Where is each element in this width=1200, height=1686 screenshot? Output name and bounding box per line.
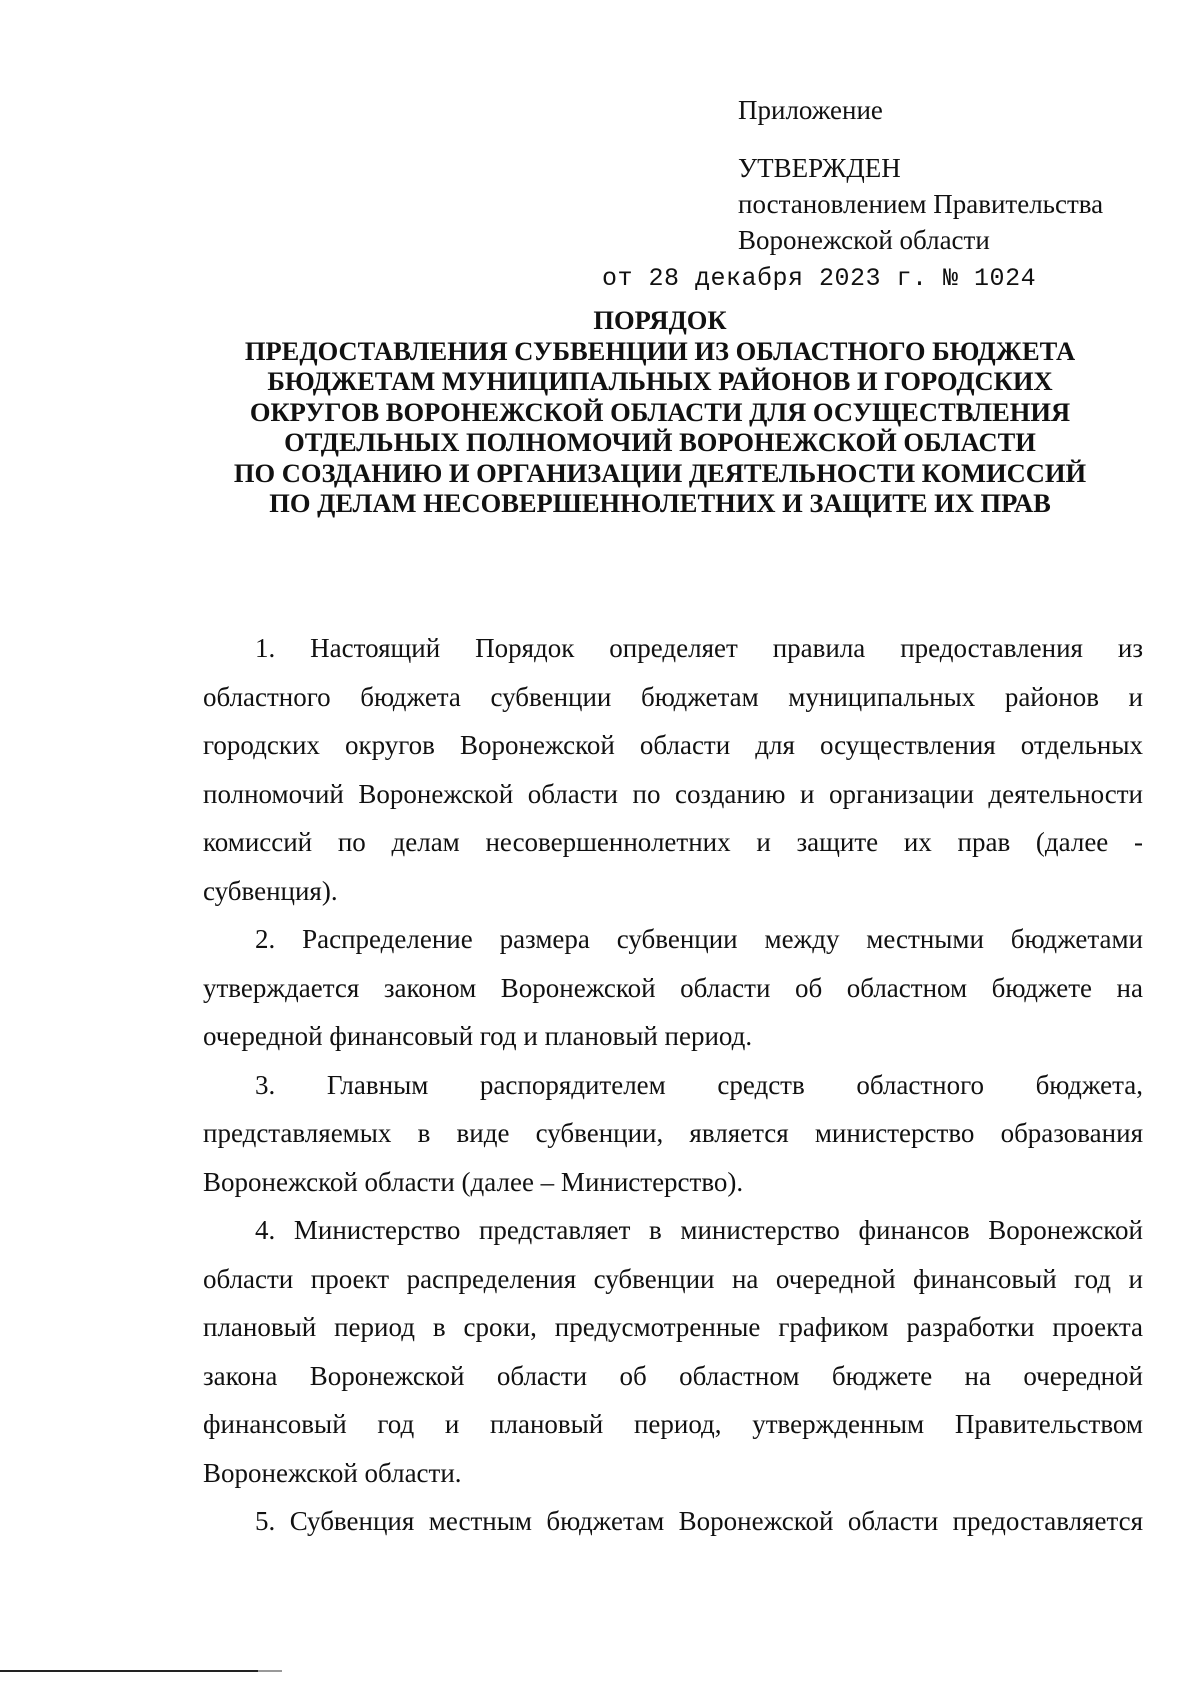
text-line: полномочий Воронежской области по созданию и организации деятельности <box>203 778 1143 809</box>
document-title <box>190 305 1130 519</box>
document-body <box>203 624 1143 1546</box>
text-line: комиссий по делам несовершеннолетних и защите их прав (далее - <box>203 827 1143 857</box>
text-line: финансовый год и плановый период, утвержденным Правительством <box>203 1409 1143 1439</box>
text-line: городских округов Воронежской области для осуществления отдельных <box>203 730 1143 760</box>
paragraph-4 <box>203 1206 1143 1497</box>
approved-by-line-1: постановлением Правительства <box>738 189 1104 219</box>
footer-rule-tail <box>258 1670 282 1672</box>
text-line: 2. Распределение размера субвенции между местными бюджетами <box>255 924 1143 954</box>
text-line: Воронежской области. <box>203 1457 462 1488</box>
title-line: ПРЕДОСТАВЛЕНИЯ СУБВЕНЦИИ ИЗ ОБЛАСТНОГО БЮДЖЕТА <box>244 335 1076 366</box>
approved-by-line-2: Воронежской области <box>738 225 990 255</box>
paragraph-3 <box>203 1061 1143 1207</box>
paragraph-5 <box>203 1497 1143 1546</box>
text-line: 1. Настоящий Порядок определяет правила предоставления из <box>255 633 1143 663</box>
text-line: утверждается законом Воронежской области об областном бюджете на <box>203 972 1143 1003</box>
text-line: субвенция). <box>203 875 338 906</box>
paragraph-2 <box>203 915 1143 1061</box>
text-line: 3. Главным распорядителем средств областного бюджета, <box>255 1069 1143 1100</box>
approved-label: УТВЕРЖДЕН <box>738 153 901 183</box>
text-line: 4. Министерство представляет в министерство финансов Воронежской <box>255 1215 1143 1245</box>
appendix-label: Приложение <box>738 95 883 125</box>
title-line: ПО СОЗДАНИЮ И ОРГАНИЗАЦИИ ДЕЯТЕЛЬНОСТИ КОМИССИЙ <box>233 457 1087 488</box>
text-line: закона Воронежской области об областном бюджете на очередной <box>203 1360 1143 1391</box>
text-line: представляемых в виде субвенции, является министерство образования <box>203 1118 1143 1148</box>
title-line: ПО ДЕЛАМ НЕСОВЕРШЕННОЛЕТНИХ И ЗАЩИТЕ ИХ ПРАВ <box>269 488 1051 518</box>
footer-rule <box>0 1670 258 1672</box>
text-line: 5. Субвенция местным бюджетам Воронежской области предоставляется <box>255 1506 1143 1536</box>
text-line: плановый период в сроки, предусмотренные графиком разработки проекта <box>203 1312 1143 1342</box>
decree-date: от 28 декабря 2023 г. № 1024 <box>602 264 1037 293</box>
paragraph-1 <box>203 624 1143 915</box>
text-line: областного бюджета субвенции бюджетам муниципальных районов и <box>203 681 1143 712</box>
text-line: Воронежской области (далее – Министерство). <box>203 1166 744 1197</box>
title-line: ПОРЯДОК <box>593 305 727 335</box>
approval-block <box>738 92 1158 258</box>
title-line: ОКРУГОВ ВОРОНЕЖСКОЙ ОБЛАСТИ ДЛЯ ОСУЩЕСТВЛЕНИЯ <box>249 396 1071 427</box>
title-line: ОТДЕЛЬНЫХ ПОЛНОМОЧИЙ ВОРОНЕЖСКОЙ ОБЛАСТИ <box>284 427 1036 457</box>
text-line: области проект распределения субвенции на очередной финансовый год и <box>203 1263 1143 1294</box>
title-line: БЮДЖЕТАМ МУНИЦИПАЛЬНЫХ РАЙОНОВ И ГОРОДСКИХ <box>267 366 1053 396</box>
text-line: очередной финансовый год и плановый период. <box>203 1021 753 1051</box>
